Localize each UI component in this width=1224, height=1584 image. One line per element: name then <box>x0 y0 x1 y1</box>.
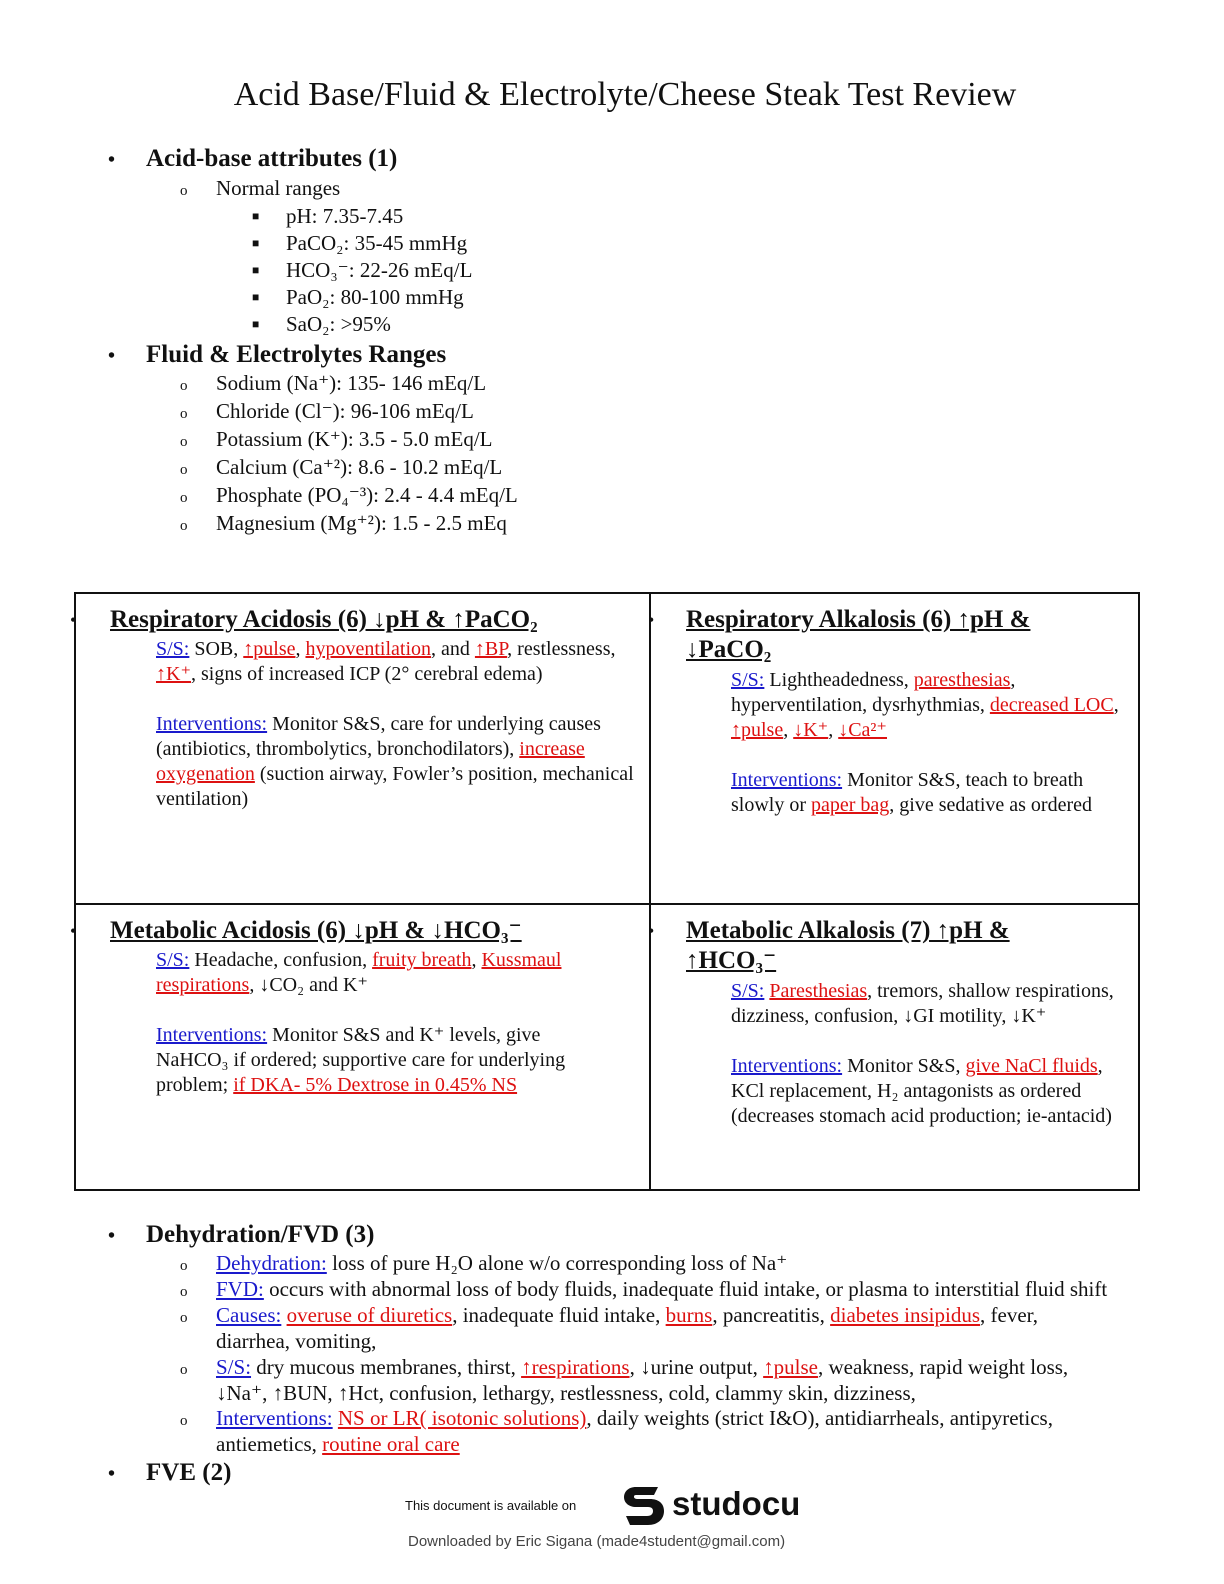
cell-met-alkalosis: S/S: Paresthesias, tremors, shallow respirations, dizziness, confusion, ↓GI motility, ↓K⁺ Interventions: Monitor S&S, give NaCl fluids, KCl replacement, H₂ antagonists as ordered (decreases stomach acid production; ie-antacid) <box>731 980 1114 1127</box>
list-item-continuation: diarrhea, vomiting, <box>216 1329 377 1353</box>
list-item: o Sodium (Na⁺): 135- 146 mEq/L <box>180 371 487 395</box>
page-title: Acid Base/Fluid & Electrolyte/Cheese Steak Test Review <box>233 76 1017 113</box>
studocu-logo[interactable] <box>620 1480 800 1528</box>
list-item-continuation: antiemetics, routine oral care <box>216 1432 460 1456</box>
section-fve: • FVE (2) <box>108 1459 232 1486</box>
section-heading: Fluid & Electrolytes Ranges <box>146 341 447 368</box>
list-item: ■ pH: 7.35-7.45 <box>252 204 404 228</box>
section-heading: Acid-base attributes (1) <box>146 145 398 172</box>
list-item: o Calcium (Ca⁺²): 8.6 - 10.2 mEq/L <box>180 455 503 479</box>
list-item: o Normal ranges <box>180 176 341 200</box>
cell-met-acidosis: S/S: Headache, confusion, fruity breath, Kussmaul respirations, ↓CO₂ and K⁺ Interventions: Monitor S&S and K⁺ levels, give NaHCO₃ if ordered; supportive care for underlying problem; if DKA- 5% Dextrose in 0.45% NS <box>156 949 566 1096</box>
list-item: o Chloride (Cl⁻): 96-106 mEq/L <box>180 399 474 423</box>
list-item: o Phosphate (PO₄⁻³): 2.4 - 4.4 mEq/L <box>180 483 518 507</box>
studocu-logo-icon <box>620 1481 666 1527</box>
bullet: • <box>648 610 655 630</box>
bullet: • <box>70 921 77 941</box>
list-item: o FVD: occurs with abnormal loss of body fluids, inadequate fluid intake, or plasma to interstitial fluid shift <box>180 1277 1108 1301</box>
cell-heading-met-alkalosis: Metabolic Alkalosis (7) ↑pH & ↑HCO₃⁻ <box>686 917 1010 974</box>
table-divider <box>649 592 651 1191</box>
list-item-continuation: ↓Na⁺, ↑BUN, ↑Hct, confusion, lethargy, restlessness, cold, clammy skin, dizziness, <box>216 1381 916 1405</box>
list-item: o Causes: overuse of diuretics, inadequate fluid intake, burns, pancreatitis, diabetes insipidus, fever, <box>180 1303 1039 1327</box>
table-divider <box>74 903 1140 905</box>
list-item: o Potassium (K⁺): 3.5 - 5.0 mEq/L <box>180 427 493 451</box>
list-item: o Magnesium (Mg⁺²): 1.5 - 2.5 mEq <box>180 511 507 535</box>
list-item: ■ PaO₂: 80-100 mmHg <box>252 285 464 309</box>
list-item: ■ SaO₂: >95% <box>252 312 391 336</box>
cell-heading-met-acidosis: Metabolic Acidosis (6) ↓pH & ↓HCO₃⁻ <box>110 917 522 944</box>
footer-available-text: This document is available on <box>405 1498 577 1513</box>
cell-heading-resp-acidosis: Respiratory Acidosis (6) ↓pH & ↑PaCO₂ <box>110 606 538 633</box>
list-item: ■ PaCO₂: 35-45 mmHg <box>252 231 468 255</box>
cell-resp-acidosis: S/S: SOB, ↑pulse, hypoventilation, and ↑BP, restlessness, ↑K⁺, signs of increased ICP (2° cerebral edema) Interventions: Monitor S&S, care for underlying causes (antibiotics, thrombolytics, bronchodilators), increase oxygenation (suction airway, Fowler’s position, mechanical ventilation) <box>156 638 634 810</box>
section-acid-base: • Acid-base attributes (1) <box>108 145 398 172</box>
list-item: o Dehydration: loss of pure H₂O alone w/o corresponding loss of Na⁺ <box>180 1251 788 1275</box>
bullet: • <box>648 921 655 941</box>
list-item: ■ HCO₃⁻: 22-26 mEq/L <box>252 258 473 282</box>
section-dehydration: • Dehydration/FVD (3) <box>108 1221 375 1248</box>
cell-heading-resp-alkalosis: Respiratory Alkalosis (6) ↑pH & ↓PaCO₂ <box>686 606 1031 663</box>
downloaded-by-text: Downloaded by Eric Sigana (made4student@gmail.com) <box>408 1533 786 1550</box>
section-heading: Dehydration/FVD (3) <box>146 1221 375 1248</box>
cell-resp-alkalosis: S/S: Lightheadedness, paresthesias, hyperventilation, dysrhythmias, decreased LOC, ↑pulse, ↓K⁺, ↓Ca²⁺ Interventions: Monitor S&S, teach to breath slowly or paper bag, give sedative as ordered <box>731 669 1119 816</box>
list-item: o Interventions: NS or LR( isotonic solutions), daily weights (strict I&O), antidiarrheals, antipyretics, <box>180 1406 1053 1430</box>
section-heading: FVE (2) <box>146 1459 232 1486</box>
list-item: o S/S: dry mucous membranes, thirst, ↑respirations, ↓urine output, ↑pulse, weakness, rapid weight loss, <box>180 1355 1069 1379</box>
bullet: • <box>70 610 77 630</box>
studocu-brand: studocu <box>672 1485 801 1522</box>
section-fluid: • Fluid & Electrolytes Ranges <box>108 341 447 368</box>
